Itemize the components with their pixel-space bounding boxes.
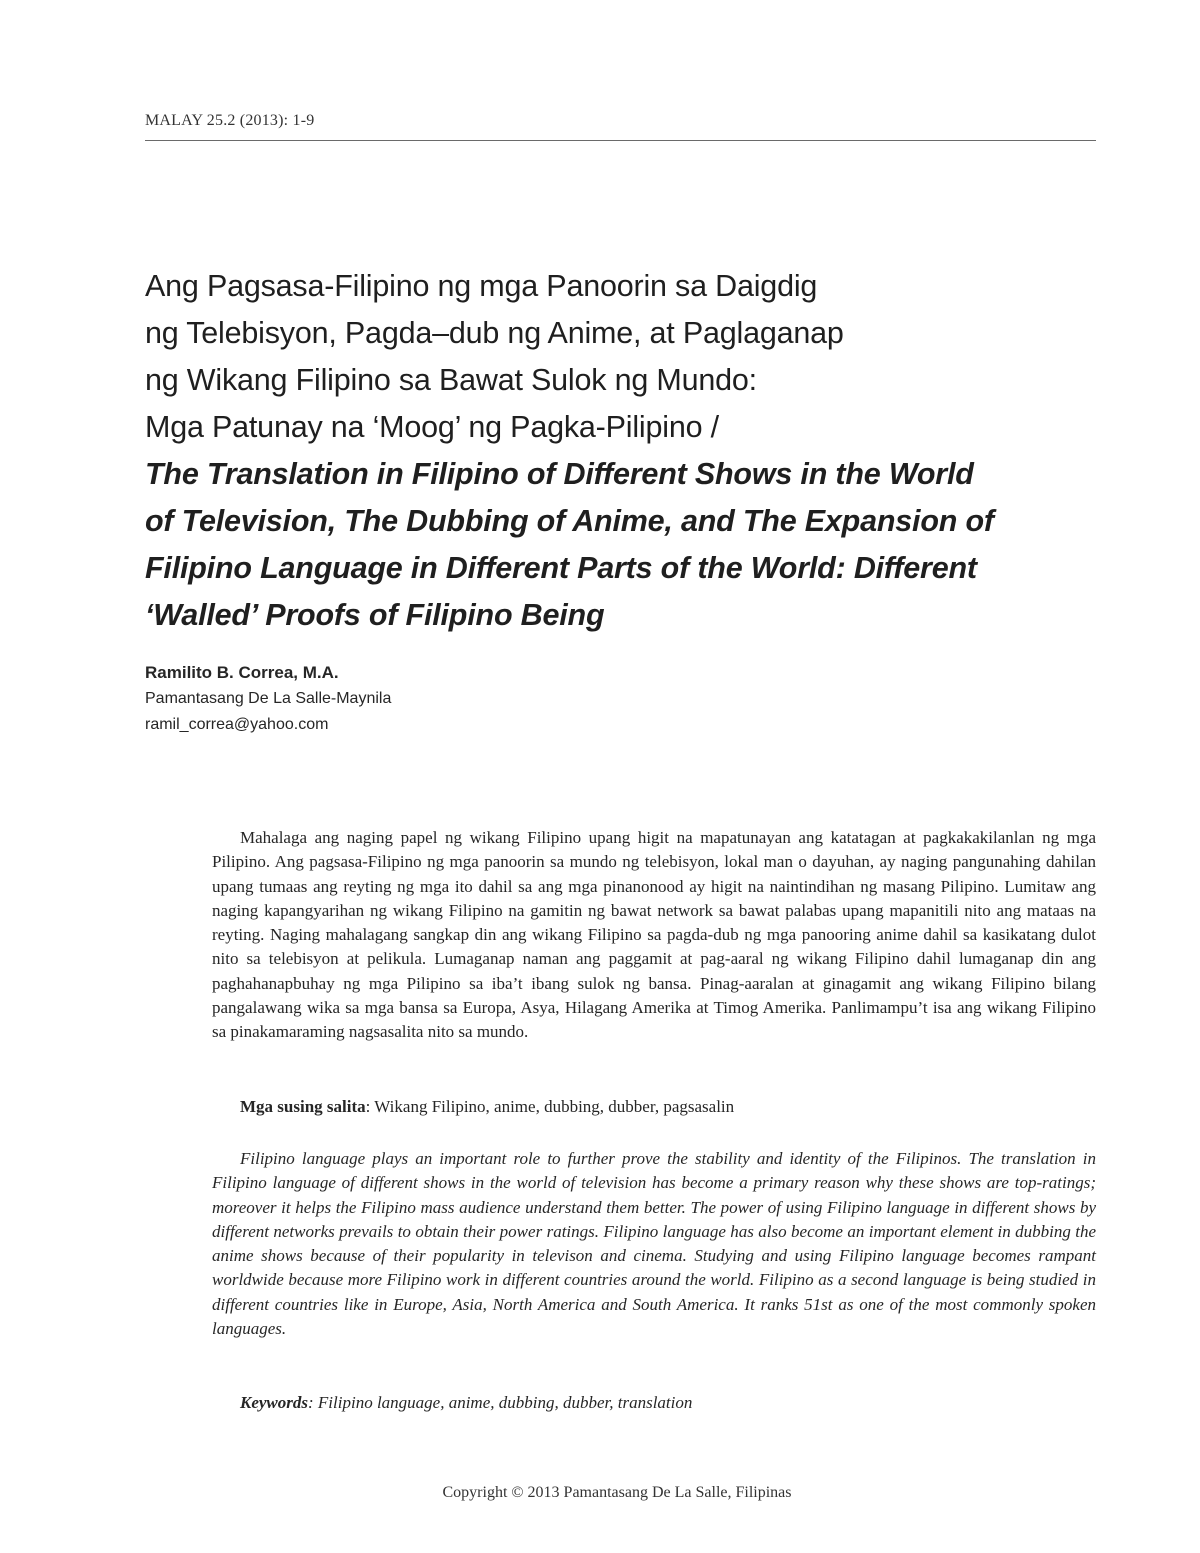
abstract-english-text: Filipino language plays an important role to further prove the stability and identity of the Filipinos. The translation in Filipino language of different shows in the world of television has become a primary reason why these shows are top-ratings; moreover it helps the Filipino mass audience understand them better. The power of using Filipino language in different shows by different networks prevails to obtain their power ratings. Filipino language has also become an important element in dubbing the anime shows because of their popularity in televison and cinema. Studying and using Filipino language becomes rampant worldwide because more Filipino work in different countries around the world. Filipino as a second language is being studied in different countries like in Europe, Asia, North America and South America. It ranks 51st as one of the most commonly spoken languages.: [212, 1149, 1096, 1339]
title-line-en-2: of Television, The Dubbing of Anime, and The Expansion of: [145, 504, 994, 538]
abstract-english: [212, 1147, 1096, 1341]
author-email[interactable]: ramil_correa@yahoo.com: [145, 716, 329, 733]
title-line-en-3: Filipino Language in Different Parts of the World: Different: [145, 551, 977, 585]
keywords-filipino: [240, 1097, 734, 1117]
keywords-english-list: : Filipino language, anime, dubbing, dubber, translation: [308, 1393, 693, 1412]
abstract-filipino: [212, 826, 1096, 1045]
title-line-fil-1: Ang Pagsasa-Filipino ng mga Panoorin sa Daigdig: [145, 269, 818, 303]
title-line-fil-4: Mga Patunay na ‘Moog’ ng Pagka-Pilipino /: [145, 410, 719, 444]
keywords-english: [240, 1393, 692, 1413]
copyright-footer: Copyright © 2013 Pamantasang De La Salle, Filipinas: [442, 1484, 792, 1501]
header-rule: [145, 140, 1096, 141]
running-head: MALAY 25.2 (2013): 1-9: [145, 112, 315, 129]
keywords-english-label: Keywords: [240, 1393, 308, 1412]
title-line-fil-2: ng Telebisyon, Pagda–dub ng Anime, at Paglaganap: [145, 316, 844, 350]
author-affiliation: Pamantasang De La Salle-Maynila: [145, 690, 392, 707]
keywords-filipino-label: Mga susing salita: [240, 1097, 366, 1116]
title-line-fil-3: ng Wikang Filipino sa Bawat Sulok ng Mundo:: [145, 363, 757, 397]
author-block: [145, 660, 391, 738]
title-line-en-4: ‘Walled’ Proofs of Filipino Being: [145, 598, 605, 632]
title-line-en-1: The Translation in Filipino of Different Shows in the World: [145, 457, 974, 491]
article-title: [145, 263, 1105, 639]
keywords-filipino-list: : Wikang Filipino, anime, dubbing, dubber, pagsasalin: [365, 1097, 735, 1116]
abstract-filipino-text: Mahalaga ang naging papel ng wikang Filipino upang higit na mapatunayan ang katatagan at pagkakakilanlan ng mga Pilipino. Ang pagsasa-Filipino ng mga panoorin sa mundo ng telebisyon, lokal man o dayuhan, ay naging pangunahing dahilan upang tumaas ang reyting ng mga ito dahil sa ang mga pinanonood ay higit na naintindihan ng masang Pilipino. Lumitaw ang naging kapangyarihan ng wikang Filipino na gamitin ng bawat network sa bawat palabas upang mapanitili nito ang mataas na reyting. Naging mahalagang sangkap din ang wikang Filipino sa pagda-dub ng mga panooring anime dahil sa kasikatang dulot nito sa telebisyon at pelikula. Lumaganap naman ang paggamit at pag-aaral ng wikang Filipino dahil lumaganap din ang paghahanapbuhay ng mga Pilipino sa iba’t ibang sulok ng bansa. Pinag-aaralan at ginagamit ang wikang Filipino bilang pangalawang wika sa mga bansa sa Europa, Asya, Hilagang Amerika at Timog Amerika. Panlimampu’t isa ang wikang Filipino sa pinakamaraming nagsasalita nito sa mundo.: [212, 828, 1096, 1042]
author-name: Ramilito B. Correa, M.A.: [145, 663, 339, 682]
